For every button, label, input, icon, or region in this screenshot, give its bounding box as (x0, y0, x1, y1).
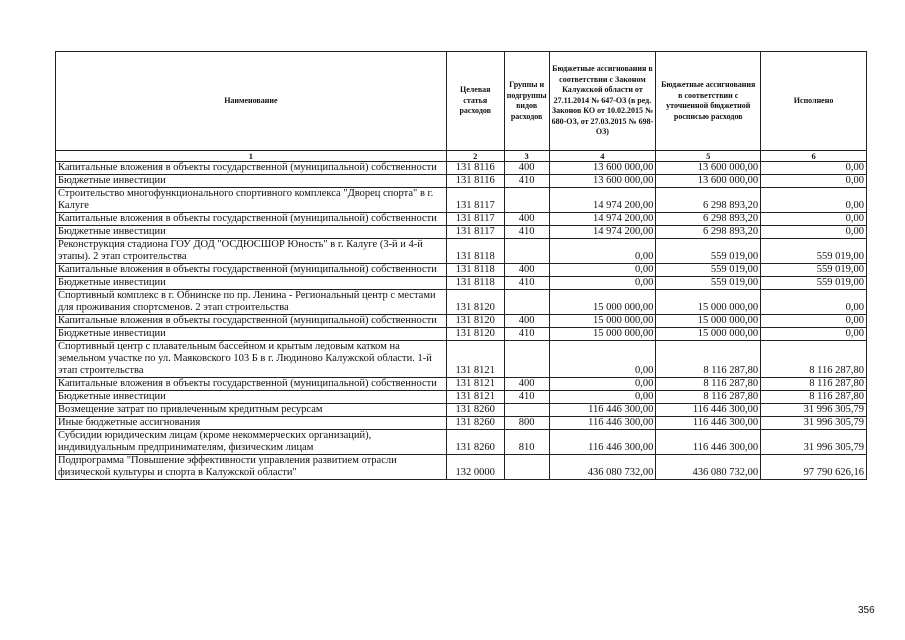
cell-adjusted-amount: 116 446 300,00 (656, 404, 761, 417)
cell-code: 131 8117 (446, 213, 504, 226)
cell-law-amount: 116 446 300,00 (549, 430, 656, 455)
cell-law-amount: 14 974 200,00 (549, 226, 656, 239)
table-row (56, 290, 867, 315)
cell-name: Субсидии юридическим лицам (кроме некоммерческих организаций), индивидуальным предпринимателям, физическим лицам (56, 430, 447, 455)
header-group: Группы и подгруппы видов расходов (504, 52, 549, 151)
cell-group (504, 188, 549, 213)
cell-code: 131 8116 (446, 175, 504, 188)
cell-executed-amount: 31 996 305,79 (761, 417, 867, 430)
cell-adjusted-amount: 559 019,00 (656, 239, 761, 264)
cell-group (504, 404, 549, 417)
cell-code: 131 8118 (446, 277, 504, 290)
table-row (56, 213, 867, 226)
cell-code: 131 8116 (446, 162, 504, 175)
table-body (56, 162, 867, 480)
cell-executed-amount: 559 019,00 (761, 239, 867, 264)
cell-law-amount: 0,00 (549, 378, 656, 391)
cell-name: Спортивный центр с плавательным бассейном и крытым ледовым катком на земельном участке по ул. Маяковского 103 Б в г. Людиново Калужской области. 1-й этап строительства (56, 341, 447, 378)
cell-code: 132 0000 (446, 455, 504, 480)
column-number: 6 (761, 151, 867, 162)
cell-executed-amount: 8 116 287,80 (761, 378, 867, 391)
cell-law-amount: 116 446 300,00 (549, 417, 656, 430)
cell-name: Иные бюджетные ассигнования (56, 417, 447, 430)
cell-adjusted-amount: 6 298 893,20 (656, 226, 761, 239)
table-row (56, 175, 867, 188)
table-row (56, 239, 867, 264)
cell-adjusted-amount: 6 298 893,20 (656, 188, 761, 213)
cell-adjusted-amount: 559 019,00 (656, 264, 761, 277)
column-number-row (56, 151, 867, 162)
cell-adjusted-amount: 15 000 000,00 (656, 328, 761, 341)
cell-name: Возмещение затрат по привлеченным кредитным ресурсам (56, 404, 447, 417)
column-number: 4 (549, 151, 656, 162)
cell-law-amount: 14 974 200,00 (549, 188, 656, 213)
cell-group: 800 (504, 417, 549, 430)
cell-law-amount: 15 000 000,00 (549, 328, 656, 341)
table-row (56, 188, 867, 213)
cell-group: 410 (504, 277, 549, 290)
cell-law-amount: 13 600 000,00 (549, 162, 656, 175)
cell-code: 131 8118 (446, 239, 504, 264)
cell-group: 410 (504, 226, 549, 239)
cell-adjusted-amount: 15 000 000,00 (656, 315, 761, 328)
cell-group: 410 (504, 175, 549, 188)
cell-code: 131 8121 (446, 378, 504, 391)
cell-group: 810 (504, 430, 549, 455)
cell-code: 131 8121 (446, 391, 504, 404)
page-number: 356 (858, 605, 875, 616)
header-row (56, 52, 867, 151)
cell-code: 131 8121 (446, 341, 504, 378)
cell-name: Бюджетные инвестиции (56, 175, 447, 188)
cell-law-amount: 13 600 000,00 (549, 175, 656, 188)
cell-adjusted-amount: 116 446 300,00 (656, 430, 761, 455)
table-row (56, 378, 867, 391)
cell-adjusted-amount: 13 600 000,00 (656, 162, 761, 175)
cell-executed-amount: 31 996 305,79 (761, 404, 867, 417)
header-code: Целевая статья расходов (446, 52, 504, 151)
cell-code: 131 8260 (446, 430, 504, 455)
column-number: 5 (656, 151, 761, 162)
cell-law-amount: 15 000 000,00 (549, 290, 656, 315)
cell-executed-amount: 0,00 (761, 328, 867, 341)
cell-executed-amount: 0,00 (761, 213, 867, 226)
cell-law-amount: 0,00 (549, 264, 656, 277)
cell-group: 410 (504, 328, 549, 341)
header-law: Бюджетные ассигнования в соответствии с Законом Калужской области от 27.11.2014 № 647-ОЗ (в ред. Законов КО от 10.02.2015 № 680-ОЗ, от 27.03.2015 № 698-ОЗ) (549, 52, 656, 151)
cell-name: Бюджетные инвестиции (56, 226, 447, 239)
table-row (56, 417, 867, 430)
header-executed: Исполнено (761, 52, 867, 151)
table-row (56, 162, 867, 175)
cell-code: 131 8117 (446, 226, 504, 239)
column-number: 3 (504, 151, 549, 162)
cell-adjusted-amount: 15 000 000,00 (656, 290, 761, 315)
cell-group: 400 (504, 162, 549, 175)
cell-executed-amount: 97 790 626,16 (761, 455, 867, 480)
cell-group: 400 (504, 378, 549, 391)
cell-code: 131 8260 (446, 417, 504, 430)
cell-code: 131 8117 (446, 188, 504, 213)
cell-adjusted-amount: 559 019,00 (656, 277, 761, 290)
cell-name: Капитальные вложения в объекты государственной (муниципальной) собственности (56, 264, 447, 277)
table-row (56, 430, 867, 455)
cell-name: Бюджетные инвестиции (56, 391, 447, 404)
cell-name: Спортивный комплекс в г. Обнинске по пр. Ленина - Региональный центр с местами для проживания спортсменов. 2 этап строительства (56, 290, 447, 315)
cell-adjusted-amount: 8 116 287,80 (656, 378, 761, 391)
cell-group: 410 (504, 391, 549, 404)
cell-executed-amount: 0,00 (761, 175, 867, 188)
header-adjusted: Бюджетные ассигнования в соответствии с уточненной бюджетной росписью расходов (656, 52, 761, 151)
cell-name: Капитальные вложения в объекты государственной (муниципальной) собственности (56, 213, 447, 226)
table-row (56, 341, 867, 378)
cell-code: 131 8120 (446, 328, 504, 341)
cell-law-amount: 0,00 (549, 277, 656, 290)
table-row (56, 277, 867, 290)
cell-adjusted-amount: 8 116 287,80 (656, 391, 761, 404)
cell-name: Бюджетные инвестиции (56, 277, 447, 290)
table-row (56, 264, 867, 277)
cell-law-amount: 0,00 (549, 391, 656, 404)
cell-executed-amount: 0,00 (761, 315, 867, 328)
cell-executed-amount: 0,00 (761, 188, 867, 213)
cell-name: Капитальные вложения в объекты государственной (муниципальной) собственности (56, 378, 447, 391)
cell-executed-amount: 0,00 (761, 290, 867, 315)
table-row (56, 455, 867, 480)
cell-executed-amount: 8 116 287,80 (761, 341, 867, 378)
cell-name: Подпрограмма "Повышение эффективности управления развитием отрасли физической культуры и спорта в Калужской области" (56, 455, 447, 480)
cell-law-amount: 0,00 (549, 239, 656, 264)
cell-law-amount: 0,00 (549, 341, 656, 378)
cell-adjusted-amount: 8 116 287,80 (656, 341, 761, 378)
cell-name: Капитальные вложения в объекты государственной (муниципальной) собственности (56, 315, 447, 328)
column-number: 2 (446, 151, 504, 162)
cell-group (504, 455, 549, 480)
cell-group (504, 239, 549, 264)
cell-executed-amount: 8 116 287,80 (761, 391, 867, 404)
budget-table (55, 51, 867, 480)
cell-code: 131 8120 (446, 290, 504, 315)
cell-code: 131 8118 (446, 264, 504, 277)
cell-adjusted-amount: 13 600 000,00 (656, 175, 761, 188)
table-row (56, 315, 867, 328)
cell-group: 400 (504, 315, 549, 328)
cell-group: 400 (504, 264, 549, 277)
table-row (56, 328, 867, 341)
cell-executed-amount: 0,00 (761, 162, 867, 175)
cell-adjusted-amount: 116 446 300,00 (656, 417, 761, 430)
header-name: Наименование (56, 52, 447, 151)
cell-group: 400 (504, 213, 549, 226)
cell-law-amount: 15 000 000,00 (549, 315, 656, 328)
cell-law-amount: 116 446 300,00 (549, 404, 656, 417)
table-row (56, 391, 867, 404)
cell-group (504, 290, 549, 315)
cell-code: 131 8260 (446, 404, 504, 417)
cell-name: Бюджетные инвестиции (56, 328, 447, 341)
cell-group (504, 341, 549, 378)
cell-law-amount: 436 080 732,00 (549, 455, 656, 480)
cell-name: Капитальные вложения в объекты государственной (муниципальной) собственности (56, 162, 447, 175)
table-row (56, 404, 867, 417)
cell-adjusted-amount: 436 080 732,00 (656, 455, 761, 480)
cell-law-amount: 14 974 200,00 (549, 213, 656, 226)
cell-executed-amount: 559 019,00 (761, 277, 867, 290)
cell-executed-amount: 559 019,00 (761, 264, 867, 277)
cell-executed-amount: 0,00 (761, 226, 867, 239)
cell-executed-amount: 31 996 305,79 (761, 430, 867, 455)
cell-code: 131 8120 (446, 315, 504, 328)
cell-name: Реконструкция стадиона ГОУ ДОД "ОСДЮСШОР Юность" в г. Калуге (3-й и 4-й этапы). 2 этап строительства (56, 239, 447, 264)
column-number: 1 (56, 151, 447, 162)
cell-adjusted-amount: 6 298 893,20 (656, 213, 761, 226)
table-row (56, 226, 867, 239)
cell-name: Строительство многофункционального спортивного комплекса "Дворец спорта" в г. Калуге (56, 188, 447, 213)
